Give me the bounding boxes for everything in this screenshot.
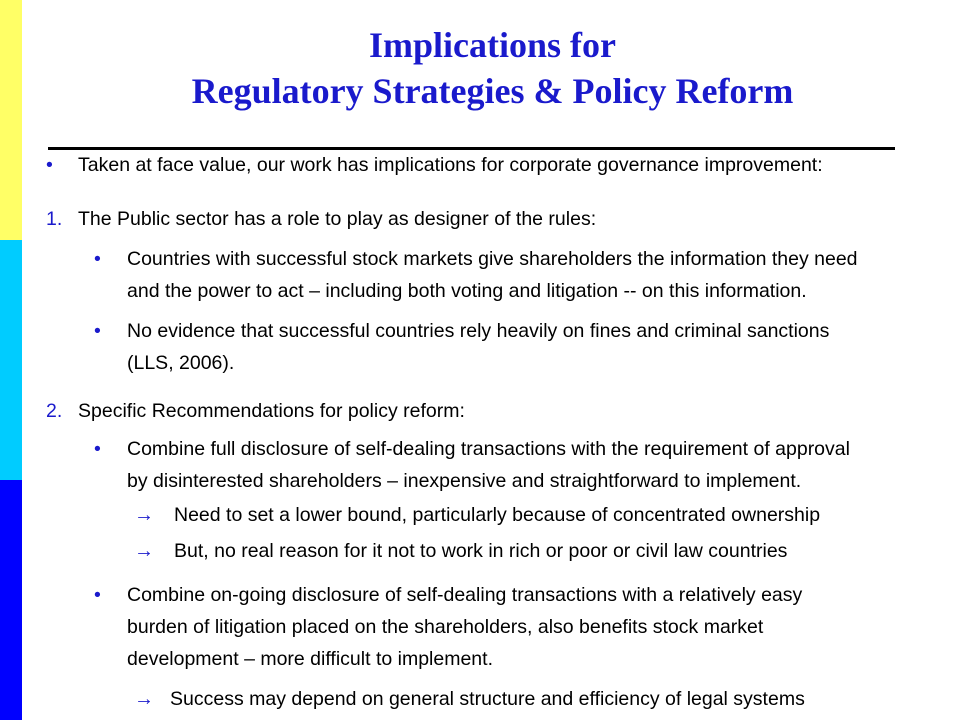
- section2-bullet1-icon: •: [94, 438, 101, 460]
- title-line-1: Implications for: [369, 25, 616, 65]
- section2-bullet2-line3: development – more difficult to implement.: [127, 648, 493, 670]
- section2-heading: Specific Recommendations for policy reform:: [78, 400, 465, 422]
- section2-arrow2-text: But, no real reason for it not to work in rich or poor or civil law countries: [174, 540, 788, 562]
- section1-bullet1-line1: Countries with successful stock markets give shareholders the information they need: [127, 248, 858, 270]
- left-bar-yellow: [0, 0, 22, 240]
- section2-bullet1-line2: by disinterested shareholders – inexpensive and straightforward to implement.: [127, 470, 802, 492]
- section2-bullet1-line1: Combine full disclosure of self-dealing transactions with the requirement of approval: [127, 438, 850, 460]
- intro-text: Taken at face value, our work has implications for corporate governance improvement:: [78, 154, 823, 176]
- section2-bullet2-line1: Combine on-going disclosure of self-dealing transactions with a relatively easy: [127, 584, 803, 606]
- section2-bullet2-icon: •: [94, 584, 101, 606]
- section2-arrow1-text: Need to set a lower bound, particularly because of concentrated ownership: [174, 504, 821, 526]
- intro-bullet-icon: •: [46, 154, 53, 176]
- section2-bullet2-line2: burden of litigation placed on the shareholders, also benefits stock market: [127, 616, 764, 638]
- section1-bullet2-line1: No evidence that successful countries rely heavily on fines and criminal sanctions: [127, 320, 830, 342]
- section2-arrow3-text: Success may depend on general structure and efficiency of legal systems: [170, 688, 805, 710]
- left-bar-cyan: [0, 240, 22, 480]
- arrow-right-icon: →: [134, 504, 154, 526]
- section2-number: 2.: [46, 400, 63, 422]
- section1-bullet1-icon: •: [94, 248, 101, 270]
- left-bar-blue: [0, 480, 22, 720]
- arrow-right-icon: →: [134, 688, 154, 710]
- section1-heading: The Public sector has a role to play as designer of the rules:: [78, 208, 597, 230]
- arrow-right-icon: →: [134, 540, 154, 562]
- section1-number: 1.: [46, 208, 63, 230]
- section1-bullet2-icon: •: [94, 320, 101, 342]
- section1-bullet1-line2: and the power to act – including both voting and litigation -- on this information.: [127, 280, 807, 302]
- section1-bullet2-line2: (LLS, 2006).: [127, 352, 235, 374]
- title-line-2: Regulatory Strategies & Policy Reform: [191, 71, 794, 111]
- slide-title: [40, 22, 945, 114]
